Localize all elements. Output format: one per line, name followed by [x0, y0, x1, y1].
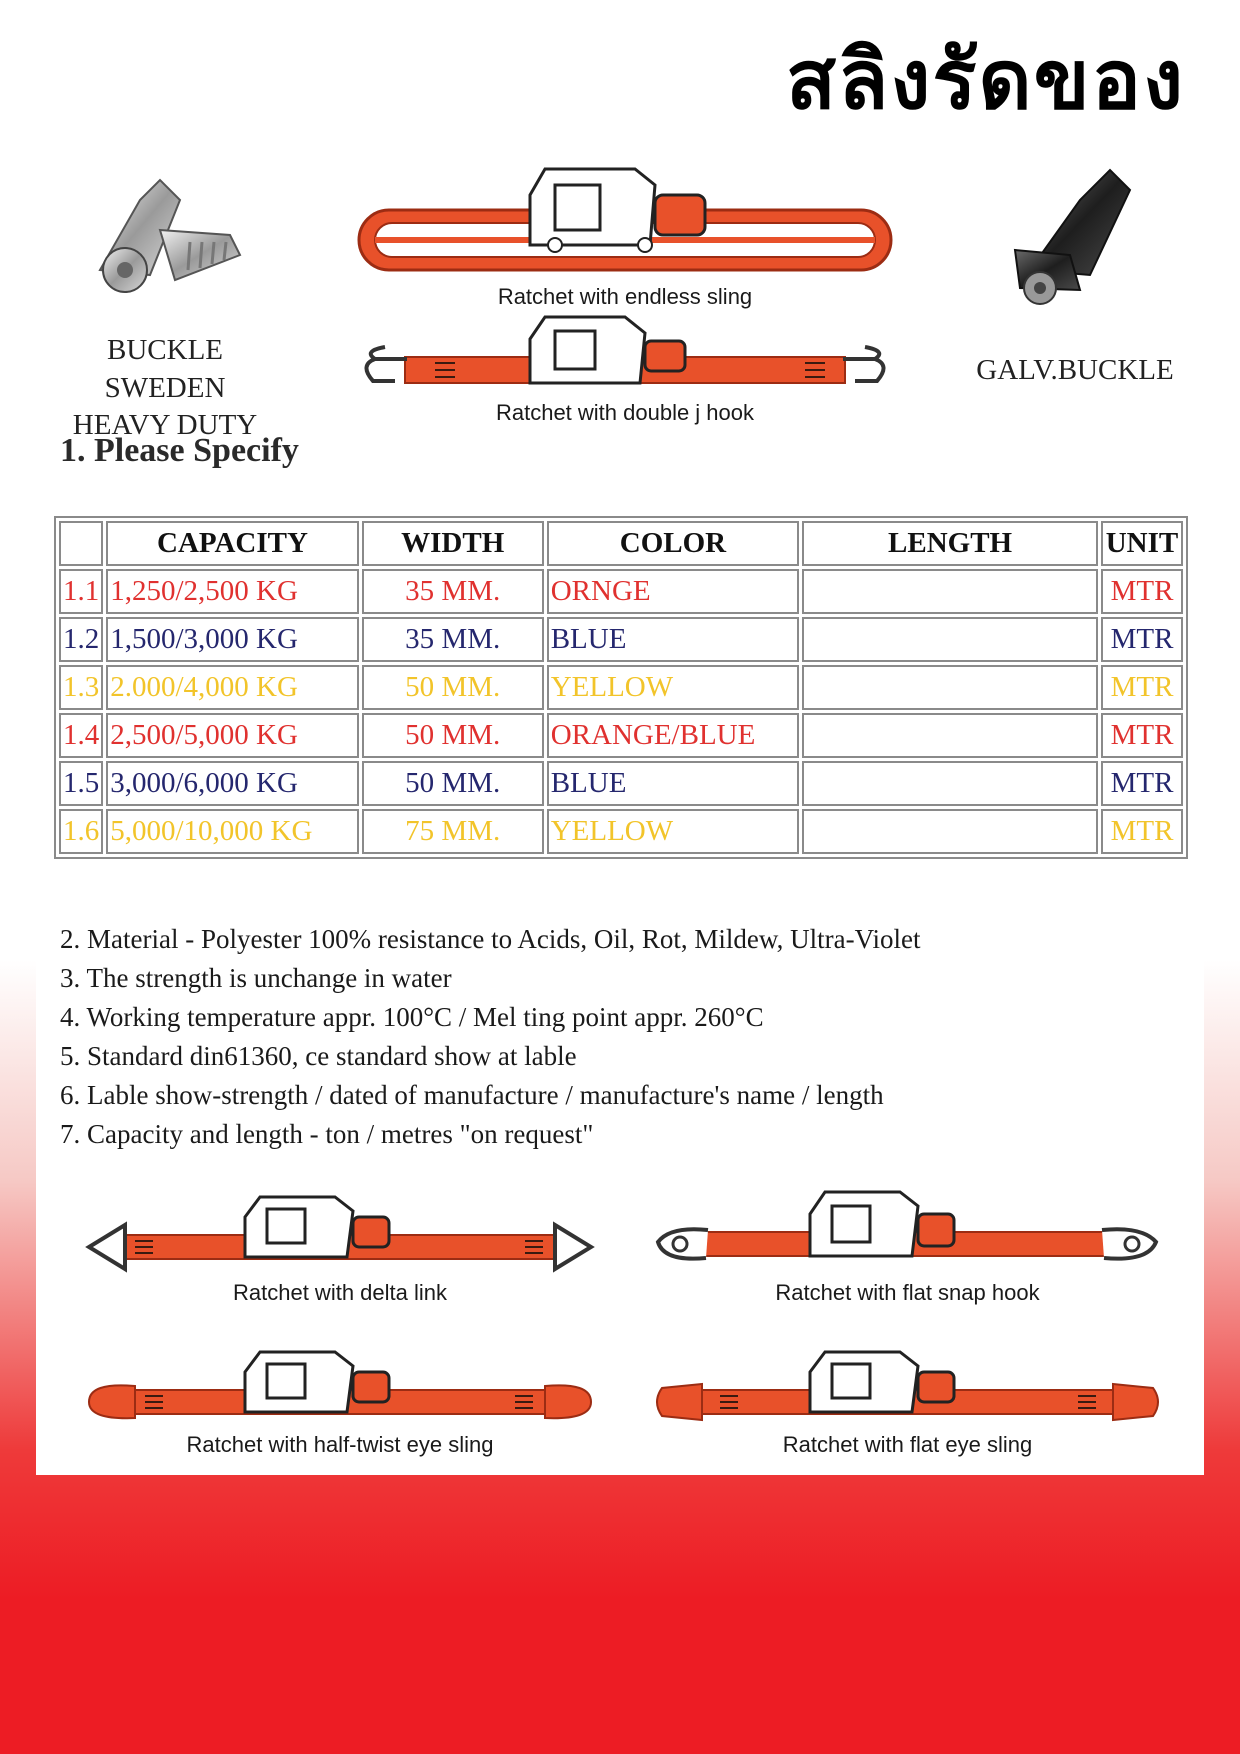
endless-sling-caption: Ratchet with endless sling — [497, 284, 753, 309]
table-row — [59, 665, 1183, 710]
length-cell[interactable] — [802, 665, 1098, 710]
endless-sling-image — [355, 165, 895, 280]
unit-cell: MTR — [1101, 713, 1183, 758]
note-item: 5. Standard din61360, ce standard show at lable — [60, 1041, 577, 1071]
row-number: 1.1 — [59, 569, 103, 614]
flat-snap-hook-image — [650, 1190, 1165, 1275]
double-j-hook-caption: Ratchet with double j hook — [495, 400, 755, 425]
width-cell: 35 MM. — [362, 569, 544, 614]
color-cell: ORNGE — [547, 569, 799, 614]
note-item: 6. Lable show-strength / dated of manufacture / manufacture's name / length — [60, 1080, 884, 1110]
notes-list — [60, 920, 920, 1154]
table-row — [59, 569, 1183, 614]
header-unit: UNIT — [1101, 521, 1183, 566]
header-width: WIDTH — [362, 521, 544, 566]
table-row — [59, 809, 1183, 854]
length-cell[interactable] — [802, 569, 1098, 614]
galv-buckle-caption: GALV.BUCKLE — [976, 354, 1174, 386]
capacity-cell: 2.000/4,000 KG — [106, 665, 358, 710]
unit-cell: MTR — [1101, 569, 1183, 614]
unit-cell: MTR — [1101, 761, 1183, 806]
flat-eye-sling-caption: Ratchet with flat eye sling — [782, 1432, 1033, 1457]
capacity-cell: 5,000/10,000 KG — [106, 809, 358, 854]
buckle-sweden-image — [80, 160, 250, 310]
spec-table — [54, 516, 1188, 859]
table-row — [59, 713, 1183, 758]
section-heading: 1. Please Specify — [60, 432, 299, 469]
note-item: 4. Working temperature appr. 100°C / Mel ting point appr. 260°C — [60, 1002, 764, 1032]
table-row — [59, 761, 1183, 806]
row-number: 1.2 — [59, 617, 103, 662]
length-cell[interactable] — [802, 809, 1098, 854]
length-cell[interactable] — [802, 617, 1098, 662]
width-cell: 35 MM. — [362, 617, 544, 662]
note-item: 3. The strength is unchange in water — [60, 963, 452, 993]
capacity-cell: 1,500/3,000 KG — [106, 617, 358, 662]
capacity-cell: 3,000/6,000 KG — [106, 761, 358, 806]
capacity-cell: 2,500/5,000 KG — [106, 713, 358, 758]
table-row — [59, 617, 1183, 662]
delta-link-caption: Ratchet with delta link — [233, 1280, 447, 1305]
header-capacity: CAPACITY — [106, 521, 358, 566]
galv-buckle-image — [1000, 160, 1160, 315]
color-cell: BLUE — [547, 761, 799, 806]
color-cell: YELLOW — [547, 809, 799, 854]
header-color: COLOR — [547, 521, 799, 566]
header-length: LENGTH — [802, 521, 1098, 566]
row-number: 1.4 — [59, 713, 103, 758]
note-item: 7. Capacity and length - ton / metres "on request" — [60, 1119, 594, 1149]
half-twist-eye-sling-caption: Ratchet with half-twist eye sling — [186, 1432, 494, 1457]
unit-cell: MTR — [1101, 809, 1183, 854]
half-twist-eye-sling-image — [85, 1350, 595, 1430]
delta-link-image — [85, 1195, 595, 1275]
color-cell: YELLOW — [547, 665, 799, 710]
row-number: 1.3 — [59, 665, 103, 710]
flat-snap-hook-caption: Ratchet with flat snap hook — [775, 1280, 1040, 1305]
length-cell[interactable] — [802, 713, 1098, 758]
page-title: สลิงรัดของ — [786, 33, 1185, 128]
width-cell: 50 MM. — [362, 761, 544, 806]
width-cell: 75 MM. — [362, 809, 544, 854]
color-cell: BLUE — [547, 617, 799, 662]
unit-cell: MTR — [1101, 665, 1183, 710]
buckle-sweden-caption: BUCKLE SWEDEN HEAVY DUTY — [72, 334, 258, 442]
length-cell[interactable] — [802, 761, 1098, 806]
double-j-hook-image — [355, 315, 895, 395]
color-cell: ORANGE/BLUE — [547, 713, 799, 758]
flat-eye-sling-image — [650, 1350, 1165, 1430]
note-item: 2. Material - Polyester 100% resistance to Acids, Oil, Rot, Mildew, Ultra-Violet — [60, 924, 921, 954]
row-number: 1.5 — [59, 761, 103, 806]
unit-cell: MTR — [1101, 617, 1183, 662]
header-cell — [59, 521, 103, 566]
width-cell: 50 MM. — [362, 713, 544, 758]
row-number: 1.6 — [59, 809, 103, 854]
capacity-cell: 1,250/2,500 KG — [106, 569, 358, 614]
width-cell: 50 MM. — [362, 665, 544, 710]
table-header-row — [59, 521, 1183, 566]
